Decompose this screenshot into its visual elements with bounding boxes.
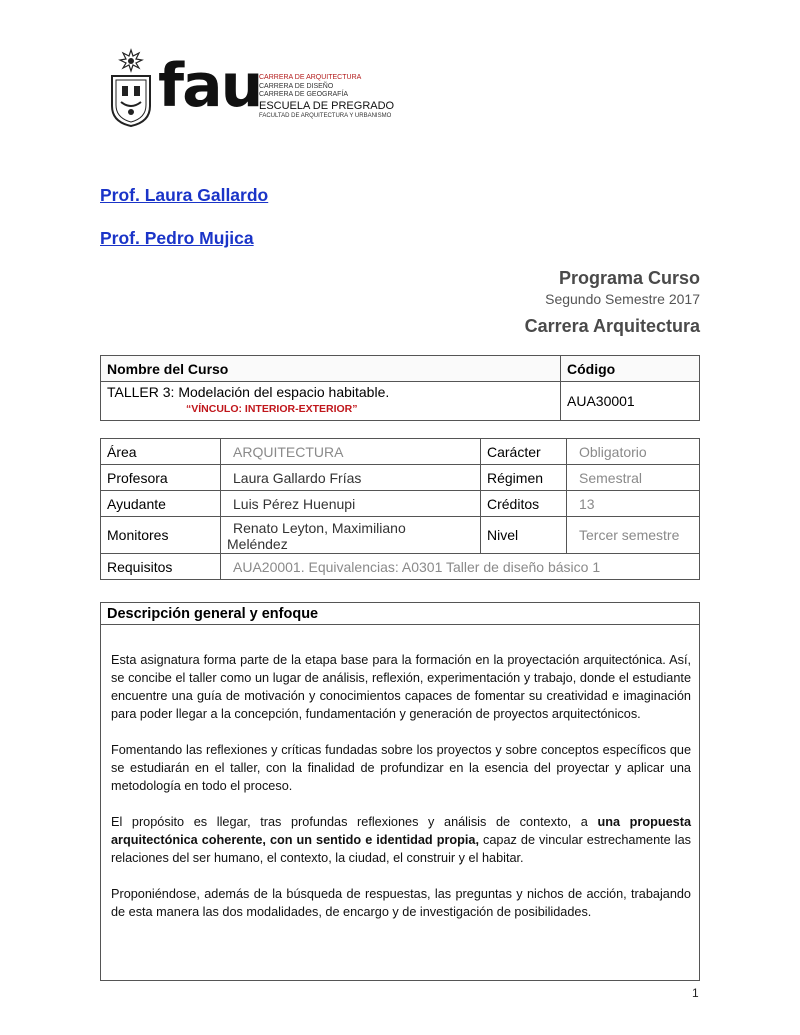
description-paragraph: Esta asignatura forma parte de la etapa base para la formación en la proyectación arquitectónica. Así, se concibe el taller como un lugar de análisis, reflexión, experimentación y trabajo, donde el estudiante encuentre una guía de motivación y conocimientos capaces de fomentar su creatividad e imaginación para poder llegar a la concepción, fundamentación y generación de proyectos arquitectónicos.: [111, 653, 691, 721]
description-text: capaz de vincular estrechamente las relaciones del ser humano, el contexto, la ciudad, el construir y el habitar.: [111, 833, 691, 865]
nivel-value: Tercer semestre: [567, 517, 700, 554]
description-table: [100, 602, 700, 981]
professor-link[interactable]: Prof. Pedro Mujica: [100, 228, 254, 248]
course-name-header: Nombre del Curso: [101, 356, 561, 382]
creditos-label: Créditos: [481, 491, 567, 517]
nivel-label: Nivel: [481, 517, 567, 554]
description-header: Descripción general y enfoque: [101, 603, 700, 625]
logo-line: CARRERA DE DISEÑO: [259, 82, 334, 90]
area-label: Área: [101, 439, 221, 465]
professor-link[interactable]: Prof. Laura Gallardo: [100, 185, 269, 205]
logo-line: ESCUELA DE PREGRADO: [259, 99, 395, 112]
course-code: AUA30001: [561, 382, 700, 421]
program-semester: Segundo Semestre 2017: [545, 291, 700, 307]
monitores-value: [221, 517, 481, 554]
creditos-value: 13: [567, 491, 700, 517]
description-bold-text: una propuesta arquitectónica coherente, con un sentido e identidad propia,: [111, 815, 691, 847]
area-value: ARQUITECTURA: [221, 439, 481, 465]
fau-wordmark: fau: [158, 51, 262, 121]
description-body: [101, 625, 700, 981]
university-seal-icon: [108, 48, 154, 128]
monitores-line: Meléndez: [227, 535, 288, 552]
requisitos-label: Requisitos: [101, 554, 221, 580]
profesora-value: Laura Gallardo Frías: [221, 465, 481, 491]
course-info-table: [100, 438, 700, 580]
ayudante-value: Luis Pérez Huenupi: [221, 491, 481, 517]
monitores-label: Monitores: [101, 517, 221, 554]
requisitos-value: AUA20001. Equivalencias: A0301 Taller de diseño básico 1: [221, 554, 700, 580]
logo-line: FACULTAD DE ARQUITECTURA Y URBANISMO: [259, 112, 392, 119]
code-header: Código: [561, 356, 700, 382]
page-number: 1: [692, 986, 699, 1000]
logo-text: [259, 74, 394, 120]
course-name-cell: [101, 382, 561, 421]
ayudante-label: Ayudante: [101, 491, 221, 517]
program-title: Programa Curso: [558, 268, 700, 288]
description-text: El propósito es llegar, tras profundas reflexiones y análisis de contexto, a: [111, 815, 598, 829]
fau-logo: [108, 48, 398, 130]
caracter-label: Carácter: [481, 439, 567, 465]
regimen-label: Régimen: [481, 465, 567, 491]
logo-line: CARRERA DE GEOGRAFÍA: [259, 91, 349, 98]
program-career: Carrera Arquitectura: [524, 316, 700, 336]
description-paragraph: [111, 813, 691, 867]
course-name: TALLER 3: Modelación del espacio habitable.: [107, 384, 390, 400]
logo-line: CARRERA DE ARQUITECTURA: [259, 74, 362, 81]
description-paragraph: Fomentando las reflexiones y críticas fundadas sobre los proyectos y sobre conceptos específicos que se estudiarán en el taller, con la finalidad de profundizar en la esencia del proyectar y aplicar una metodología en todo el proceso.: [111, 743, 691, 793]
regimen-value: Semestral: [567, 465, 700, 491]
caracter-value: Obligatorio: [567, 439, 700, 465]
profesora-label: Profesora: [101, 465, 221, 491]
course-subtitle: “VÍNCULO: INTERIOR-EXTERIOR”: [186, 403, 358, 415]
monitores-line: Renato Leyton, Maximiliano: [233, 519, 406, 536]
course-table: [100, 355, 700, 421]
description-paragraph: Proponiéndose, además de la búsqueda de respuestas, las preguntas y nichos de acción, trabajando de esta manera las dos modalidades, de encargo y de investigación de posibilidades.: [111, 887, 691, 919]
